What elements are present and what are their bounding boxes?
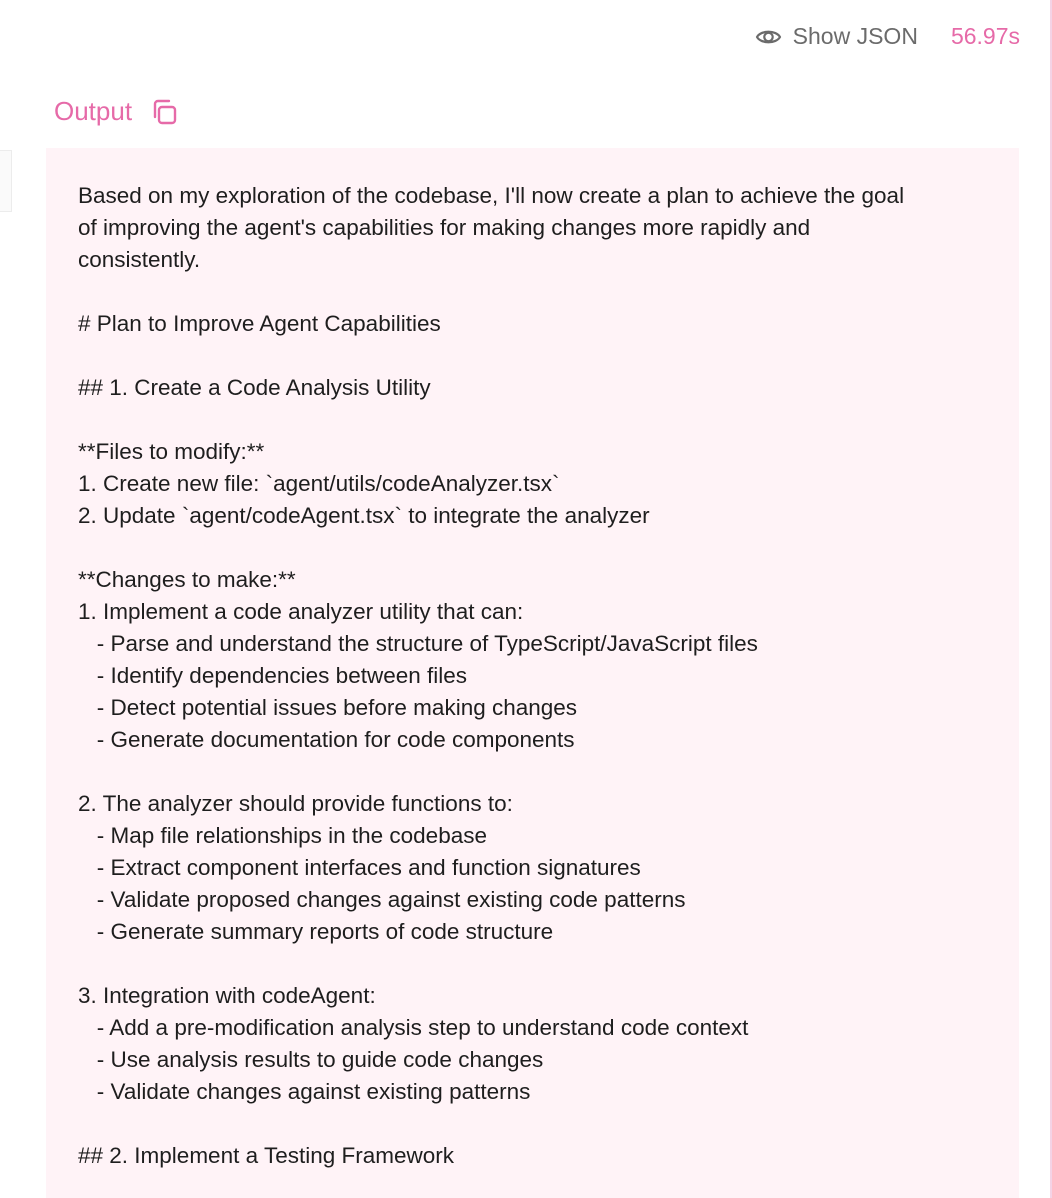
output-text: Based on my exploration of the codebase, I'll now create a plan to achieve the goal of improving the agent's capabilities for making changes more rapidly and consistently. # Plan to Improve Agent Capabilities ## 1. Create a Code Analysis Utility **Files to modify:** 1. Create new file: `agent/utils/codeAnalyzer.tsx` 2. Update `agent/codeAgent.tsx` to integrate the analyzer **Changes to make:** 1. Implement a code analyzer utility that can: - Parse and understand the structure of TypeScript/JavaScript files - Identify dependencies between files - Detect potential issues before making changes - Generate documentation for code components 2. The analyzer should provide functions to: - Map file relationships in the codebase - Extract component interfaces and function signatures - Validate proposed changes against existing code patterns - Generate summary reports of code structure 3. Integration with codeAgent: - Add a pre-modification analysis step to understand code context - Use analysis results to guide code changes - Validate changes against existing patterns ## 2. Implement a Testing Framework [78, 183, 905, 1168]
duration-label: 56.97s [950, 22, 1020, 49]
output-header [54, 96, 178, 127]
collapsed-side-panel [0, 150, 12, 212]
eye-icon [755, 26, 782, 46]
output-toolbar [755, 20, 1020, 52]
show-json-label: Show JSON [792, 22, 918, 49]
output-title: Output [54, 96, 133, 126]
output-panel [46, 148, 1019, 1198]
show-json-button[interactable] [755, 23, 918, 50]
copy-icon[interactable] [150, 98, 178, 126]
